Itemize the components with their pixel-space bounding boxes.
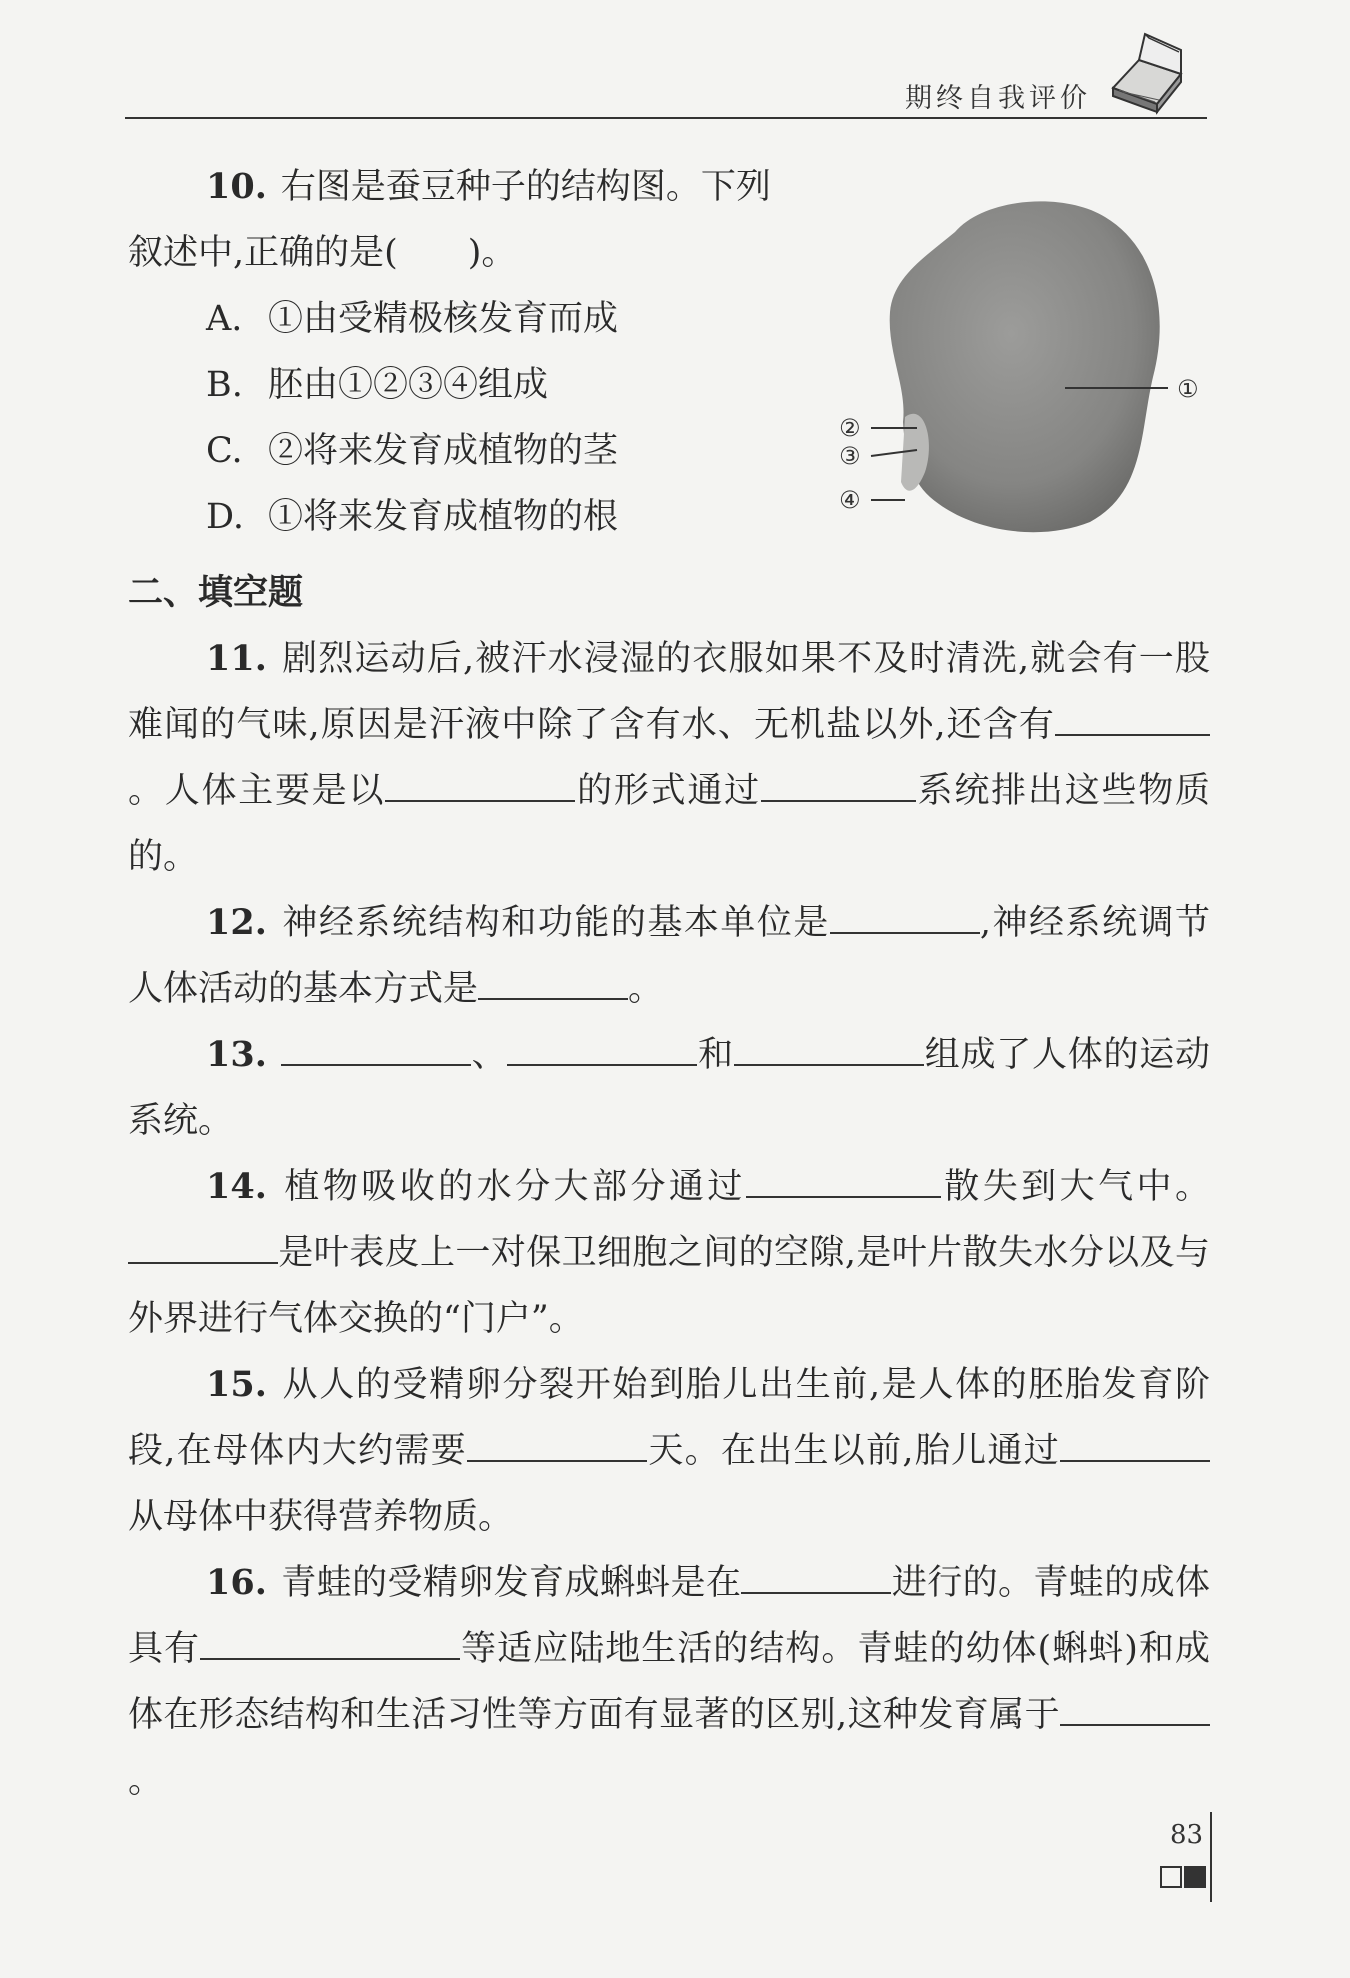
option-b [206,352,548,418]
option-c [206,418,618,484]
question-number: 13. [206,1034,267,1075]
book-icon [1105,30,1185,116]
figure-label-4: ④ [839,486,861,514]
section-title: 二、填空题 [128,573,304,613]
question-13 [128,1022,1210,1154]
footer-rule [1210,1812,1212,1902]
question-text: 。 [628,969,664,1009]
question-text: 进行的。青蛙的成体具有 [128,1563,1210,1669]
question-text: ,神经系统调节人体活动的基本方式是 [128,903,1210,1009]
question-12 [128,890,1210,1022]
answer-blank[interactable] [761,764,916,802]
option-text: 胚由①②③④组成 [268,365,549,405]
question-15 [128,1352,1210,1550]
footer-square-filled-icon [1184,1866,1206,1888]
option-text: ①将来发育成植物的根 [268,497,619,537]
question-text: 从母体中获得营养物质。 [128,1497,514,1537]
question-text: 神经系统结构和功能的基本单位是 [280,903,830,943]
question-text: 散失到大气中。 [940,1167,1210,1207]
question-14 [128,1154,1210,1352]
answer-blank[interactable] [128,1226,278,1264]
option-letter: A. [206,299,243,339]
answer-blank[interactable] [1055,698,1210,736]
seed-shape [890,201,1160,532]
question-text: 右图是蚕豆种子的结构图。下列 [280,167,771,207]
answer-blank[interactable] [830,896,980,934]
option-d [206,484,618,550]
question-text: 剧烈运动后,被汗水浸湿的衣服如果不及时清洗,就会有一股难闻的气味,原因是汗液中除了含有水、无机盐以外,还含有 [128,639,1210,745]
header-title: 期终自我评价 [905,83,1091,114]
answer-blank[interactable] [507,1028,697,1066]
answer-blank[interactable] [1060,1688,1210,1726]
question-text: 。 [128,1761,164,1801]
question-text: 。人体主要是以 [128,771,386,811]
question-16 [128,1550,1210,1814]
question-10-stem-cont [128,220,848,286]
answer-blank[interactable] [1060,1424,1210,1462]
figure-label-2: ② [839,414,861,442]
option-letter: B. [206,365,243,405]
question-text: 植物吸收的水分大部分通过 [280,1167,746,1207]
question-number: 12. [206,902,267,943]
question-text: 从人的受精卵分裂开始到胎儿出生前,是人体的胚胎发育阶段,在母体内大约需要 [128,1365,1210,1471]
answer-blank[interactable] [467,1424,647,1462]
header-rule [125,117,1207,119]
question-text: 组成了人体的运动系统。 [128,1035,1210,1141]
option-text: ②将来发育成植物的茎 [268,431,619,471]
question-number: 15. [206,1364,267,1405]
question-text: 是叶表皮上一对保卫细胞之间的空隙,是叶片散失水分以及与外界进行气体交换的“门户”。 [128,1233,1210,1339]
page-number: 83 [1170,1820,1204,1850]
answer-blank[interactable] [741,1556,891,1594]
question-text: 的形式通过 [575,771,761,811]
question-number: 11. [206,638,267,679]
answer-blank[interactable] [746,1160,941,1198]
question-text: 叙述中,正确的是( )。 [128,233,517,273]
question-text: 系统排出这些物质的。 [128,771,1210,877]
option-letter: D. [206,497,244,537]
question-text: 、 [470,1035,508,1075]
question-text: 天。在出生以前,胎儿通过 [647,1431,1060,1471]
footer-square-outline-icon [1160,1866,1182,1888]
option-a [206,286,618,352]
question-number: 16. [206,1562,267,1603]
question-number: 14. [206,1166,267,1207]
question-number: 10. [206,166,267,207]
answer-blank[interactable] [385,764,575,802]
option-letter: C. [206,431,243,471]
question-text: 青蛙的受精卵发育成蝌蚪是在 [280,1563,742,1603]
question-10-stem [128,154,848,220]
answer-blank[interactable] [734,1028,924,1066]
question-text: 和 [697,1035,734,1075]
figure-label-3: ③ [839,442,861,470]
answer-blank[interactable] [478,962,628,1000]
option-text: ①由受精极核发育而成 [268,299,619,339]
broad-bean-seed-figure [835,192,1215,540]
question-text: 等适应陆地生活的结构。青蛙的幼体(蝌蚪)和成体在形态结构和生活习性等方面有显著的区别,这种发育属于 [128,1629,1210,1735]
question-11 [128,626,1210,890]
answer-blank[interactable] [200,1622,460,1660]
answer-blank[interactable] [281,1028,471,1066]
figure-label-1: ① [1177,375,1199,403]
